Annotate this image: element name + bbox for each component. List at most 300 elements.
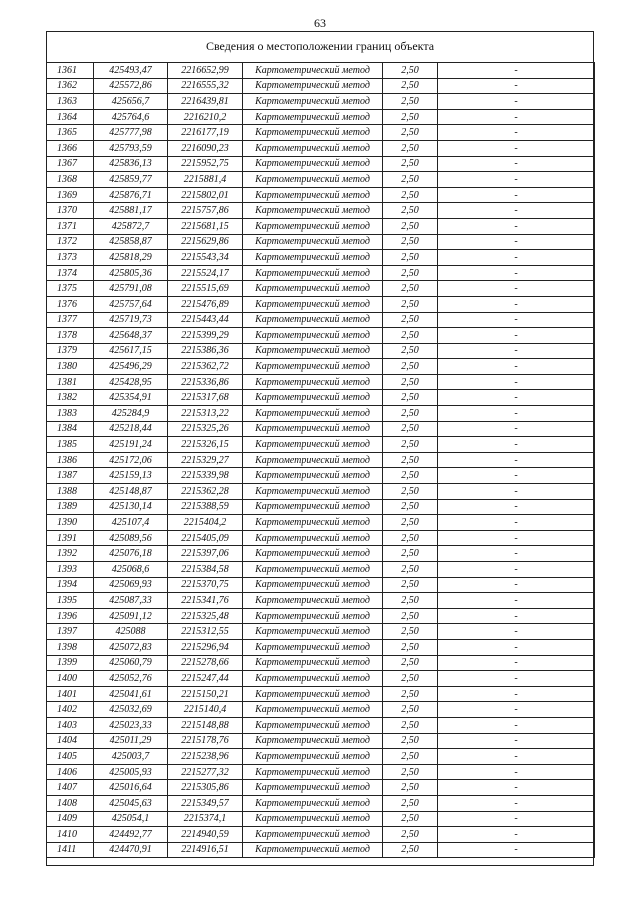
table-row: [47, 125, 595, 141]
x-coordinate-cell: 425003,7: [94, 749, 168, 765]
description-cell: -: [438, 172, 595, 188]
x-coordinate-cell: 425656,7: [94, 94, 168, 110]
x-coordinate-cell: 425859,77: [94, 172, 168, 188]
y-coordinate-cell: 2214916,51: [168, 842, 243, 858]
method-cell: Картометрический метод: [243, 421, 383, 437]
description-cell: -: [438, 437, 595, 453]
y-coordinate-cell: 2215476,89: [168, 296, 243, 312]
accuracy-cell: 2,50: [383, 421, 438, 437]
y-coordinate-cell: 2215325,26: [168, 421, 243, 437]
y-coordinate-cell: 2215802,01: [168, 187, 243, 203]
point-number-cell: 1393: [47, 562, 94, 578]
table-row: [47, 717, 595, 733]
method-cell: Картометрический метод: [243, 608, 383, 624]
method-cell: Картометрический метод: [243, 593, 383, 609]
point-number-cell: 1411: [47, 842, 94, 858]
description-cell: -: [438, 733, 595, 749]
method-cell: Картометрический метод: [243, 234, 383, 250]
y-coordinate-cell: 2215374,1: [168, 811, 243, 827]
point-number-cell: 1372: [47, 234, 94, 250]
method-cell: Картометрический метод: [243, 63, 383, 79]
method-cell: Картометрический метод: [243, 795, 383, 811]
description-cell: -: [438, 281, 595, 297]
x-coordinate-cell: 425284,9: [94, 406, 168, 422]
x-coordinate-cell: 425088: [94, 624, 168, 640]
table-row: [47, 406, 595, 422]
point-number-cell: 1380: [47, 359, 94, 375]
method-cell: Картометрический метод: [243, 328, 383, 344]
description-cell: -: [438, 421, 595, 437]
table-row: [47, 702, 595, 718]
x-coordinate-cell: 425054,1: [94, 811, 168, 827]
description-cell: -: [438, 795, 595, 811]
method-cell: Картометрический метод: [243, 78, 383, 94]
accuracy-cell: 2,50: [383, 218, 438, 234]
description-cell: -: [438, 484, 595, 500]
method-cell: Картометрический метод: [243, 281, 383, 297]
point-number-cell: 1407: [47, 780, 94, 796]
description-cell: -: [438, 546, 595, 562]
table-row: [47, 468, 595, 484]
method-cell: Картометрический метод: [243, 312, 383, 328]
y-coordinate-cell: 2215305,86: [168, 780, 243, 796]
description-cell: -: [438, 562, 595, 578]
y-coordinate-cell: 2215370,75: [168, 577, 243, 593]
point-number-cell: 1382: [47, 390, 94, 406]
x-coordinate-cell: 425648,37: [94, 328, 168, 344]
accuracy-cell: 2,50: [383, 671, 438, 687]
point-number-cell: 1405: [47, 749, 94, 765]
y-coordinate-cell: 2215404,2: [168, 515, 243, 531]
description-cell: -: [438, 452, 595, 468]
method-cell: Картометрический метод: [243, 390, 383, 406]
accuracy-cell: 2,50: [383, 156, 438, 172]
point-number-cell: 1403: [47, 717, 94, 733]
method-cell: Картометрический метод: [243, 172, 383, 188]
description-cell: -: [438, 296, 595, 312]
y-coordinate-cell: 2215278,66: [168, 655, 243, 671]
table-row: [47, 203, 595, 219]
table-row: [47, 764, 595, 780]
point-number-cell: 1410: [47, 827, 94, 843]
y-coordinate-cell: 2215757,86: [168, 203, 243, 219]
point-number-cell: 1395: [47, 593, 94, 609]
point-number-cell: 1394: [47, 577, 94, 593]
method-cell: Картометрический метод: [243, 577, 383, 593]
table-row: [47, 593, 595, 609]
description-cell: -: [438, 624, 595, 640]
x-coordinate-cell: 424492,77: [94, 827, 168, 843]
description-cell: -: [438, 686, 595, 702]
method-cell: Картометрический метод: [243, 733, 383, 749]
method-cell: Картометрический метод: [243, 94, 383, 110]
description-cell: -: [438, 125, 595, 141]
point-number-cell: 1399: [47, 655, 94, 671]
table-row: [47, 733, 595, 749]
description-cell: -: [438, 374, 595, 390]
accuracy-cell: 2,50: [383, 795, 438, 811]
method-cell: Картометрический метод: [243, 484, 383, 500]
description-cell: -: [438, 359, 595, 375]
accuracy-cell: 2,50: [383, 78, 438, 94]
x-coordinate-cell: 425089,56: [94, 530, 168, 546]
table-row: [47, 234, 595, 250]
point-number-cell: 1363: [47, 94, 94, 110]
description-cell: -: [438, 671, 595, 687]
method-cell: Картометрический метод: [243, 671, 383, 687]
method-cell: Картометрический метод: [243, 780, 383, 796]
table-row: [47, 328, 595, 344]
accuracy-cell: 2,50: [383, 328, 438, 344]
description-cell: -: [438, 764, 595, 780]
table-row: [47, 608, 595, 624]
table-row: [47, 577, 595, 593]
x-coordinate-cell: 425191,24: [94, 437, 168, 453]
accuracy-cell: 2,50: [383, 281, 438, 297]
description-cell: -: [438, 187, 595, 203]
accuracy-cell: 2,50: [383, 109, 438, 125]
method-cell: Картометрический метод: [243, 468, 383, 484]
description-cell: -: [438, 842, 595, 858]
table-row: [47, 624, 595, 640]
x-coordinate-cell: 425130,14: [94, 499, 168, 515]
table-row: [47, 515, 595, 531]
table-row: [47, 109, 595, 125]
description-cell: -: [438, 63, 595, 79]
point-number-cell: 1406: [47, 764, 94, 780]
table-row: [47, 421, 595, 437]
table-row: [47, 172, 595, 188]
description-cell: -: [438, 343, 595, 359]
accuracy-cell: 2,50: [383, 499, 438, 515]
accuracy-cell: 2,50: [383, 296, 438, 312]
description-cell: -: [438, 390, 595, 406]
x-coordinate-cell: 425068,6: [94, 562, 168, 578]
table-row: [47, 250, 595, 266]
description-cell: -: [438, 608, 595, 624]
x-coordinate-cell: 425159,13: [94, 468, 168, 484]
method-cell: Картометрический метод: [243, 187, 383, 203]
y-coordinate-cell: 2215952,75: [168, 156, 243, 172]
point-number-cell: 1376: [47, 296, 94, 312]
point-number-cell: 1401: [47, 686, 94, 702]
accuracy-cell: 2,50: [383, 530, 438, 546]
accuracy-cell: 2,50: [383, 140, 438, 156]
table-row: [47, 452, 595, 468]
point-number-cell: 1375: [47, 281, 94, 297]
y-coordinate-cell: 2215384,58: [168, 562, 243, 578]
x-coordinate-cell: 425354,91: [94, 390, 168, 406]
accuracy-cell: 2,50: [383, 343, 438, 359]
x-coordinate-cell: 425777,98: [94, 125, 168, 141]
x-coordinate-cell: 425764,6: [94, 109, 168, 125]
description-cell: -: [438, 655, 595, 671]
table-row: [47, 530, 595, 546]
x-coordinate-cell: 425045,63: [94, 795, 168, 811]
x-coordinate-cell: 425836,13: [94, 156, 168, 172]
y-coordinate-cell: 2215140,4: [168, 702, 243, 718]
accuracy-cell: 2,50: [383, 125, 438, 141]
description-cell: -: [438, 780, 595, 796]
table-row: [47, 218, 595, 234]
method-cell: Картометрический метод: [243, 406, 383, 422]
method-cell: Картометрический метод: [243, 203, 383, 219]
description-cell: -: [438, 156, 595, 172]
method-cell: Картометрический метод: [243, 655, 383, 671]
point-number-cell: 1398: [47, 639, 94, 655]
section-title: Сведения о местоположении границ объекта: [205, 39, 435, 53]
x-coordinate-cell: 424470,91: [94, 842, 168, 858]
x-coordinate-cell: 425496,29: [94, 359, 168, 375]
method-cell: Картометрический метод: [243, 156, 383, 172]
accuracy-cell: 2,50: [383, 546, 438, 562]
table-row: [47, 842, 595, 858]
accuracy-cell: 2,50: [383, 733, 438, 749]
table-row: [47, 140, 595, 156]
method-cell: Картометрический метод: [243, 359, 383, 375]
table-row: [47, 156, 595, 172]
table-row: [47, 437, 595, 453]
table-row: [47, 749, 595, 765]
table-row: [47, 780, 595, 796]
x-coordinate-cell: 425805,36: [94, 265, 168, 281]
y-coordinate-cell: 2215277,32: [168, 764, 243, 780]
y-coordinate-cell: 2215349,57: [168, 795, 243, 811]
table-row: [47, 78, 595, 94]
description-cell: -: [438, 312, 595, 328]
point-number-cell: 1377: [47, 312, 94, 328]
description-cell: -: [438, 234, 595, 250]
method-cell: Картометрический метод: [243, 624, 383, 640]
y-coordinate-cell: 2215543,34: [168, 250, 243, 266]
point-number-cell: 1397: [47, 624, 94, 640]
description-cell: -: [438, 328, 595, 344]
point-number-cell: 1391: [47, 530, 94, 546]
x-coordinate-cell: 425023,33: [94, 717, 168, 733]
point-number-cell: 1386: [47, 452, 94, 468]
accuracy-cell: 2,50: [383, 94, 438, 110]
y-coordinate-cell: 2215881,4: [168, 172, 243, 188]
table-body: [47, 63, 595, 858]
y-coordinate-cell: 2215296,94: [168, 639, 243, 655]
accuracy-cell: 2,50: [383, 437, 438, 453]
description-cell: -: [438, 717, 595, 733]
method-cell: Картометрический метод: [243, 811, 383, 827]
point-number-cell: 1371: [47, 218, 94, 234]
description-cell: -: [438, 499, 595, 515]
description-cell: -: [438, 140, 595, 156]
x-coordinate-cell: 425881,17: [94, 203, 168, 219]
method-cell: Картометрический метод: [243, 749, 383, 765]
description-cell: -: [438, 109, 595, 125]
y-coordinate-cell: 2215329,27: [168, 452, 243, 468]
table-row: [47, 343, 595, 359]
method-cell: Картометрический метод: [243, 218, 383, 234]
table-row: [47, 655, 595, 671]
accuracy-cell: 2,50: [383, 811, 438, 827]
x-coordinate-cell: 425148,87: [94, 484, 168, 500]
accuracy-cell: 2,50: [383, 390, 438, 406]
accuracy-cell: 2,50: [383, 359, 438, 375]
y-coordinate-cell: 2215325,48: [168, 608, 243, 624]
table-row: [47, 374, 595, 390]
y-coordinate-cell: 2215362,72: [168, 359, 243, 375]
y-coordinate-cell: 2215443,44: [168, 312, 243, 328]
point-number-cell: 1385: [47, 437, 94, 453]
point-number-cell: 1388: [47, 484, 94, 500]
accuracy-cell: 2,50: [383, 484, 438, 500]
description-cell: -: [438, 218, 595, 234]
x-coordinate-cell: 425032,69: [94, 702, 168, 718]
y-coordinate-cell: 2216555,32: [168, 78, 243, 94]
accuracy-cell: 2,50: [383, 655, 438, 671]
x-coordinate-cell: 425719,73: [94, 312, 168, 328]
method-cell: Картометрический метод: [243, 265, 383, 281]
description-cell: -: [438, 265, 595, 281]
x-coordinate-cell: 425091,12: [94, 608, 168, 624]
description-cell: -: [438, 749, 595, 765]
accuracy-cell: 2,50: [383, 172, 438, 188]
x-coordinate-cell: 425005,93: [94, 764, 168, 780]
y-coordinate-cell: 2215238,96: [168, 749, 243, 765]
description-cell: -: [438, 811, 595, 827]
y-coordinate-cell: 2215317,68: [168, 390, 243, 406]
description-cell: -: [438, 593, 595, 609]
y-coordinate-cell: 2215339,98: [168, 468, 243, 484]
method-cell: Картометрический метод: [243, 250, 383, 266]
accuracy-cell: 2,50: [383, 203, 438, 219]
accuracy-cell: 2,50: [383, 842, 438, 858]
point-number-cell: 1402: [47, 702, 94, 718]
accuracy-cell: 2,50: [383, 749, 438, 765]
method-cell: Картометрический метод: [243, 702, 383, 718]
method-cell: Картометрический метод: [243, 125, 383, 141]
accuracy-cell: 2,50: [383, 717, 438, 733]
method-cell: Картометрический метод: [243, 530, 383, 546]
description-cell: -: [438, 468, 595, 484]
method-cell: Картометрический метод: [243, 140, 383, 156]
method-cell: Картометрический метод: [243, 109, 383, 125]
description-cell: -: [438, 203, 595, 219]
y-coordinate-cell: 2215336,86: [168, 374, 243, 390]
x-coordinate-cell: 425218,44: [94, 421, 168, 437]
accuracy-cell: 2,50: [383, 265, 438, 281]
method-cell: Картометрический метод: [243, 374, 383, 390]
x-coordinate-cell: 425172,06: [94, 452, 168, 468]
point-number-cell: 1396: [47, 608, 94, 624]
accuracy-cell: 2,50: [383, 312, 438, 328]
point-number-cell: 1362: [47, 78, 94, 94]
x-coordinate-cell: 425069,93: [94, 577, 168, 593]
point-number-cell: 1364: [47, 109, 94, 125]
x-coordinate-cell: 425876,71: [94, 187, 168, 203]
description-cell: -: [438, 577, 595, 593]
accuracy-cell: 2,50: [383, 702, 438, 718]
method-cell: Картометрический метод: [243, 639, 383, 655]
accuracy-cell: 2,50: [383, 780, 438, 796]
y-coordinate-cell: 2215150,21: [168, 686, 243, 702]
y-coordinate-cell: 2215386,36: [168, 343, 243, 359]
x-coordinate-cell: 425617,15: [94, 343, 168, 359]
point-number-cell: 1373: [47, 250, 94, 266]
table-row: [47, 827, 595, 843]
accuracy-cell: 2,50: [383, 577, 438, 593]
method-cell: Картометрический метод: [243, 686, 383, 702]
method-cell: Картометрический метод: [243, 827, 383, 843]
point-number-cell: 1378: [47, 328, 94, 344]
method-cell: Картометрический метод: [243, 343, 383, 359]
table-row: [47, 63, 595, 79]
point-number-cell: 1370: [47, 203, 94, 219]
accuracy-cell: 2,50: [383, 593, 438, 609]
point-number-cell: 1389: [47, 499, 94, 515]
y-coordinate-cell: 2215247,44: [168, 671, 243, 687]
accuracy-cell: 2,50: [383, 468, 438, 484]
table-row: [47, 811, 595, 827]
y-coordinate-cell: 2214940,59: [168, 827, 243, 843]
x-coordinate-cell: 425791,08: [94, 281, 168, 297]
accuracy-cell: 2,50: [383, 374, 438, 390]
description-cell: -: [438, 827, 595, 843]
table-row: [47, 639, 595, 655]
x-coordinate-cell: 425016,64: [94, 780, 168, 796]
table-row: [47, 686, 595, 702]
method-cell: Картометрический метод: [243, 296, 383, 312]
table-row: [47, 671, 595, 687]
y-coordinate-cell: 2215681,15: [168, 218, 243, 234]
method-cell: Картометрический метод: [243, 562, 383, 578]
description-cell: -: [438, 406, 595, 422]
y-coordinate-cell: 2215629,86: [168, 234, 243, 250]
accuracy-cell: 2,50: [383, 686, 438, 702]
y-coordinate-cell: 2216652,99: [168, 63, 243, 79]
y-coordinate-cell: 2215405,09: [168, 530, 243, 546]
table-row: [47, 94, 595, 110]
point-number-cell: 1369: [47, 187, 94, 203]
y-coordinate-cell: 2215148,88: [168, 717, 243, 733]
point-number-cell: 1383: [47, 406, 94, 422]
y-coordinate-cell: 2216177,19: [168, 125, 243, 141]
point-number-cell: 1381: [47, 374, 94, 390]
y-coordinate-cell: 2215515,69: [168, 281, 243, 297]
page-number: 63: [314, 16, 326, 30]
point-number-cell: 1387: [47, 468, 94, 484]
table-row: [47, 187, 595, 203]
x-coordinate-cell: 425107,4: [94, 515, 168, 531]
table-row: [47, 499, 595, 515]
boundary-coordinates-table: [46, 62, 595, 858]
point-number-cell: 1390: [47, 515, 94, 531]
accuracy-cell: 2,50: [383, 608, 438, 624]
description-cell: -: [438, 530, 595, 546]
point-number-cell: 1409: [47, 811, 94, 827]
point-number-cell: 1365: [47, 125, 94, 141]
accuracy-cell: 2,50: [383, 187, 438, 203]
point-number-cell: 1404: [47, 733, 94, 749]
accuracy-cell: 2,50: [383, 624, 438, 640]
description-cell: -: [438, 639, 595, 655]
x-coordinate-cell: 425872,7: [94, 218, 168, 234]
method-cell: Картометрический метод: [243, 546, 383, 562]
table-row: [47, 281, 595, 297]
x-coordinate-cell: 425041,61: [94, 686, 168, 702]
x-coordinate-cell: 425052,76: [94, 671, 168, 687]
point-number-cell: 1374: [47, 265, 94, 281]
accuracy-cell: 2,50: [383, 63, 438, 79]
x-coordinate-cell: 425493,47: [94, 63, 168, 79]
y-coordinate-cell: 2215326,15: [168, 437, 243, 453]
point-number-cell: 1400: [47, 671, 94, 687]
